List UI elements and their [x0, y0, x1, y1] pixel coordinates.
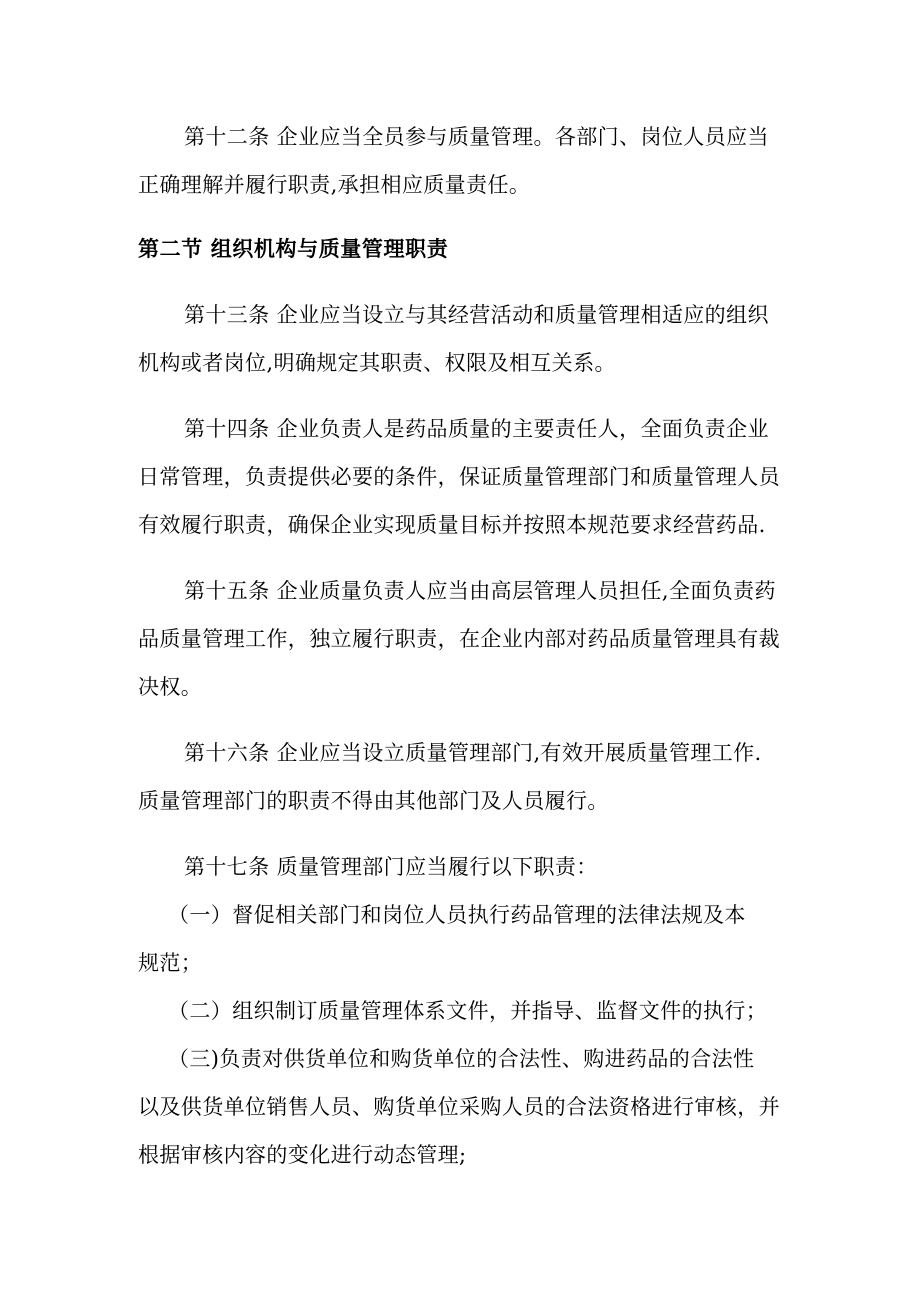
article-16-line-1: 第十六条 企业应当设立质量管理部门,有效开展质量管理工作. [184, 741, 762, 765]
section-heading: 第二节 组织机构与质量管理职责 [138, 237, 449, 261]
article-16-line-2: 质量管理部门的职责不得由其他部门及人员履行。 [138, 789, 609, 813]
article-17-item-1-line-2: 规范； [138, 951, 203, 975]
article-13-line-1: 第十三条 企业应当设立与其经营活动和质量管理相适应的组织 [184, 303, 769, 327]
article-17-item-3-line-2: 以及供货单位销售人员、购货单位采购人员的合法资格进行审核，并 [138, 1095, 780, 1119]
article-14-line-3: 有效履行职责，确保企业实现质量目标并按照本规范要求经营药品. [138, 513, 766, 537]
article-17-item-3-line-1: （三)负责对供货单位和购货单位的合法性、购进药品的合法性 [168, 1047, 755, 1071]
article-14-line-2: 日常管理，负责提供必要的条件，保证质量管理部门和质量管理人员 [138, 465, 780, 489]
article-15-line-2: 品质量管理工作，独立履行职责，在企业内部对药品质量管理具有裁 [138, 627, 780, 651]
article-17-intro: 第十七条 质量管理部门应当履行以下职责： [184, 855, 598, 879]
article-17-item-1-line-1: （一）督促相关部门和岗位人员执行药品管理的法律法规及本 [168, 903, 746, 927]
article-13-line-2: 机构或者岗位,明确规定其职责、权限及相互关系。 [138, 351, 616, 375]
article-12-line-2: 正确理解并履行职责,承担相应质量责任。 [138, 173, 531, 197]
article-15-line-1: 第十五条 企业质量负责人应当由高层管理人员担任,全面负责药 [184, 579, 776, 603]
article-17-item-3-line-3: 根据审核内容的变化进行动态管理; [138, 1143, 467, 1167]
article-14-line-1: 第十四条 企业负责人是药品质量的主要责任人，全面负责企业 [184, 417, 769, 441]
article-17-item-2-line-1: （二）组织制订质量管理体系文件，并指导、监督文件的执行； [168, 999, 768, 1023]
article-15-line-3: 决权。 [138, 675, 203, 699]
article-12-line-1: 第十二条 企业应当全员参与质量管理。各部门、岗位人员应当 [184, 125, 769, 149]
